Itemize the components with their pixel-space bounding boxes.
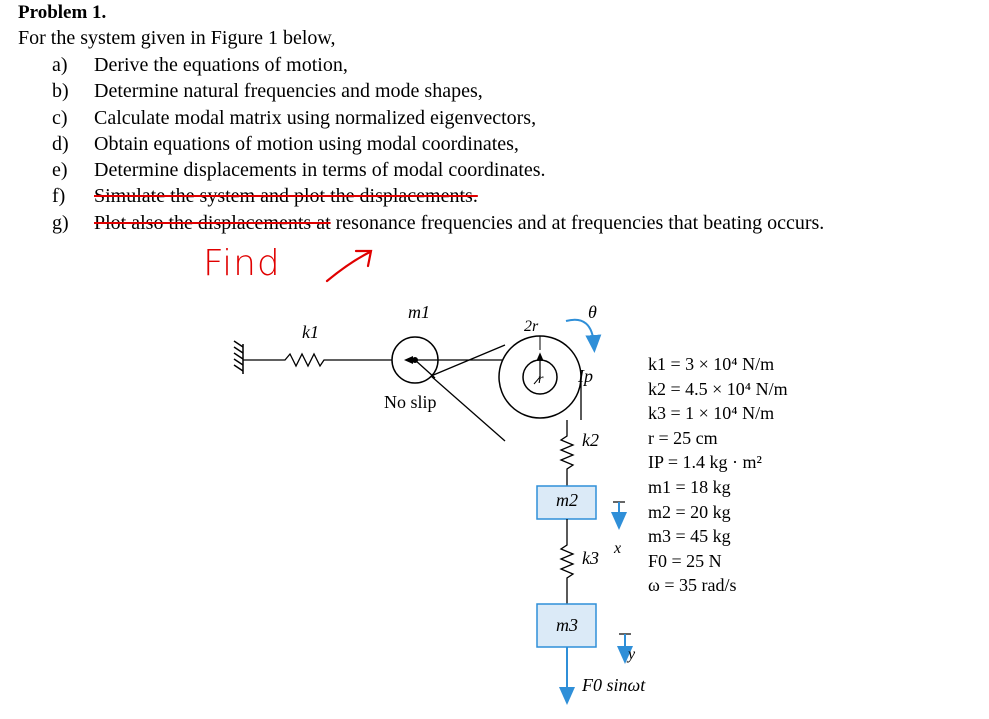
- spring-k1: [243, 354, 392, 366]
- param-k1: k1 = 3 × 10⁴ N/m: [648, 354, 775, 374]
- spring-k3: [561, 519, 573, 604]
- problem-intro: For the system given in Figure 1 below,: [18, 27, 336, 49]
- label-x: x: [614, 540, 622, 557]
- label-y: y: [628, 646, 636, 663]
- task-item-d: d) Obtain equations of motion using modal coordinates,: [52, 132, 519, 155]
- label-ip: Ip: [578, 366, 593, 386]
- task-item-e: e) Determine displacements in terms of modal coordinates.: [52, 159, 546, 182]
- param-f0: F0 = 25 N: [648, 550, 722, 571]
- rotation-arrow-icon: [566, 320, 594, 345]
- param-k2: k2 = 4.5 × 10⁴ N/m: [648, 378, 788, 399]
- handwritten-arrow-icon: [327, 251, 371, 281]
- label-k3: k3: [582, 548, 599, 568]
- struck-text: Simulate the system and plot the displacements.: [94, 185, 478, 208]
- task-item-b: b) Determine natural frequencies and mode shapes,: [52, 80, 483, 103]
- parameter-list: [648, 352, 788, 598]
- param-k3: k3 = 1 × 10⁴ N/m: [648, 403, 775, 424]
- param-ip: IP = 1.4 kg · m²: [648, 452, 762, 473]
- label-theta: θ: [588, 302, 597, 322]
- mass-m1-disc: [392, 337, 460, 383]
- struck-text: Plot also the displacements at: [94, 211, 331, 234]
- x-displacement-arrow-icon: [613, 502, 625, 522]
- task-item-a: a) Derive the equations of motion,: [52, 54, 348, 76]
- label-k2: k2: [582, 430, 599, 450]
- param-omega: ω = 35 rad/s: [648, 575, 737, 596]
- label-force: F0 sinωt: [582, 675, 646, 695]
- label-r: r: [538, 372, 544, 387]
- param-m3: m3 = 45 kg: [648, 526, 731, 547]
- label-m1: m1: [408, 302, 430, 322]
- task-item-c: c) Calculate modal matrix using normalized eigenvectors,: [52, 106, 537, 129]
- param-r: r = 25 cm: [648, 427, 718, 448]
- label-m2: m2: [556, 490, 578, 510]
- param-m1: m1 = 18 kg: [648, 476, 731, 497]
- handwritten-find-note: Find: [203, 243, 281, 284]
- task-item-g: g) Plot also the displacements at resonance frequencies and at frequencies that beating occurs.: [52, 211, 825, 234]
- label-2r: 2r: [524, 318, 539, 335]
- task-item-f: f) Simulate the system and plot the displacements.: [52, 185, 478, 208]
- problem-title: Problem 1.: [18, 2, 107, 23]
- label-k1: k1: [302, 322, 319, 342]
- spring-k2: [561, 420, 573, 486]
- wall-ground: [234, 341, 243, 374]
- label-no-slip: No slip: [384, 392, 437, 412]
- label-m3: m3: [556, 615, 578, 635]
- param-m2: m2 = 20 kg: [648, 501, 731, 522]
